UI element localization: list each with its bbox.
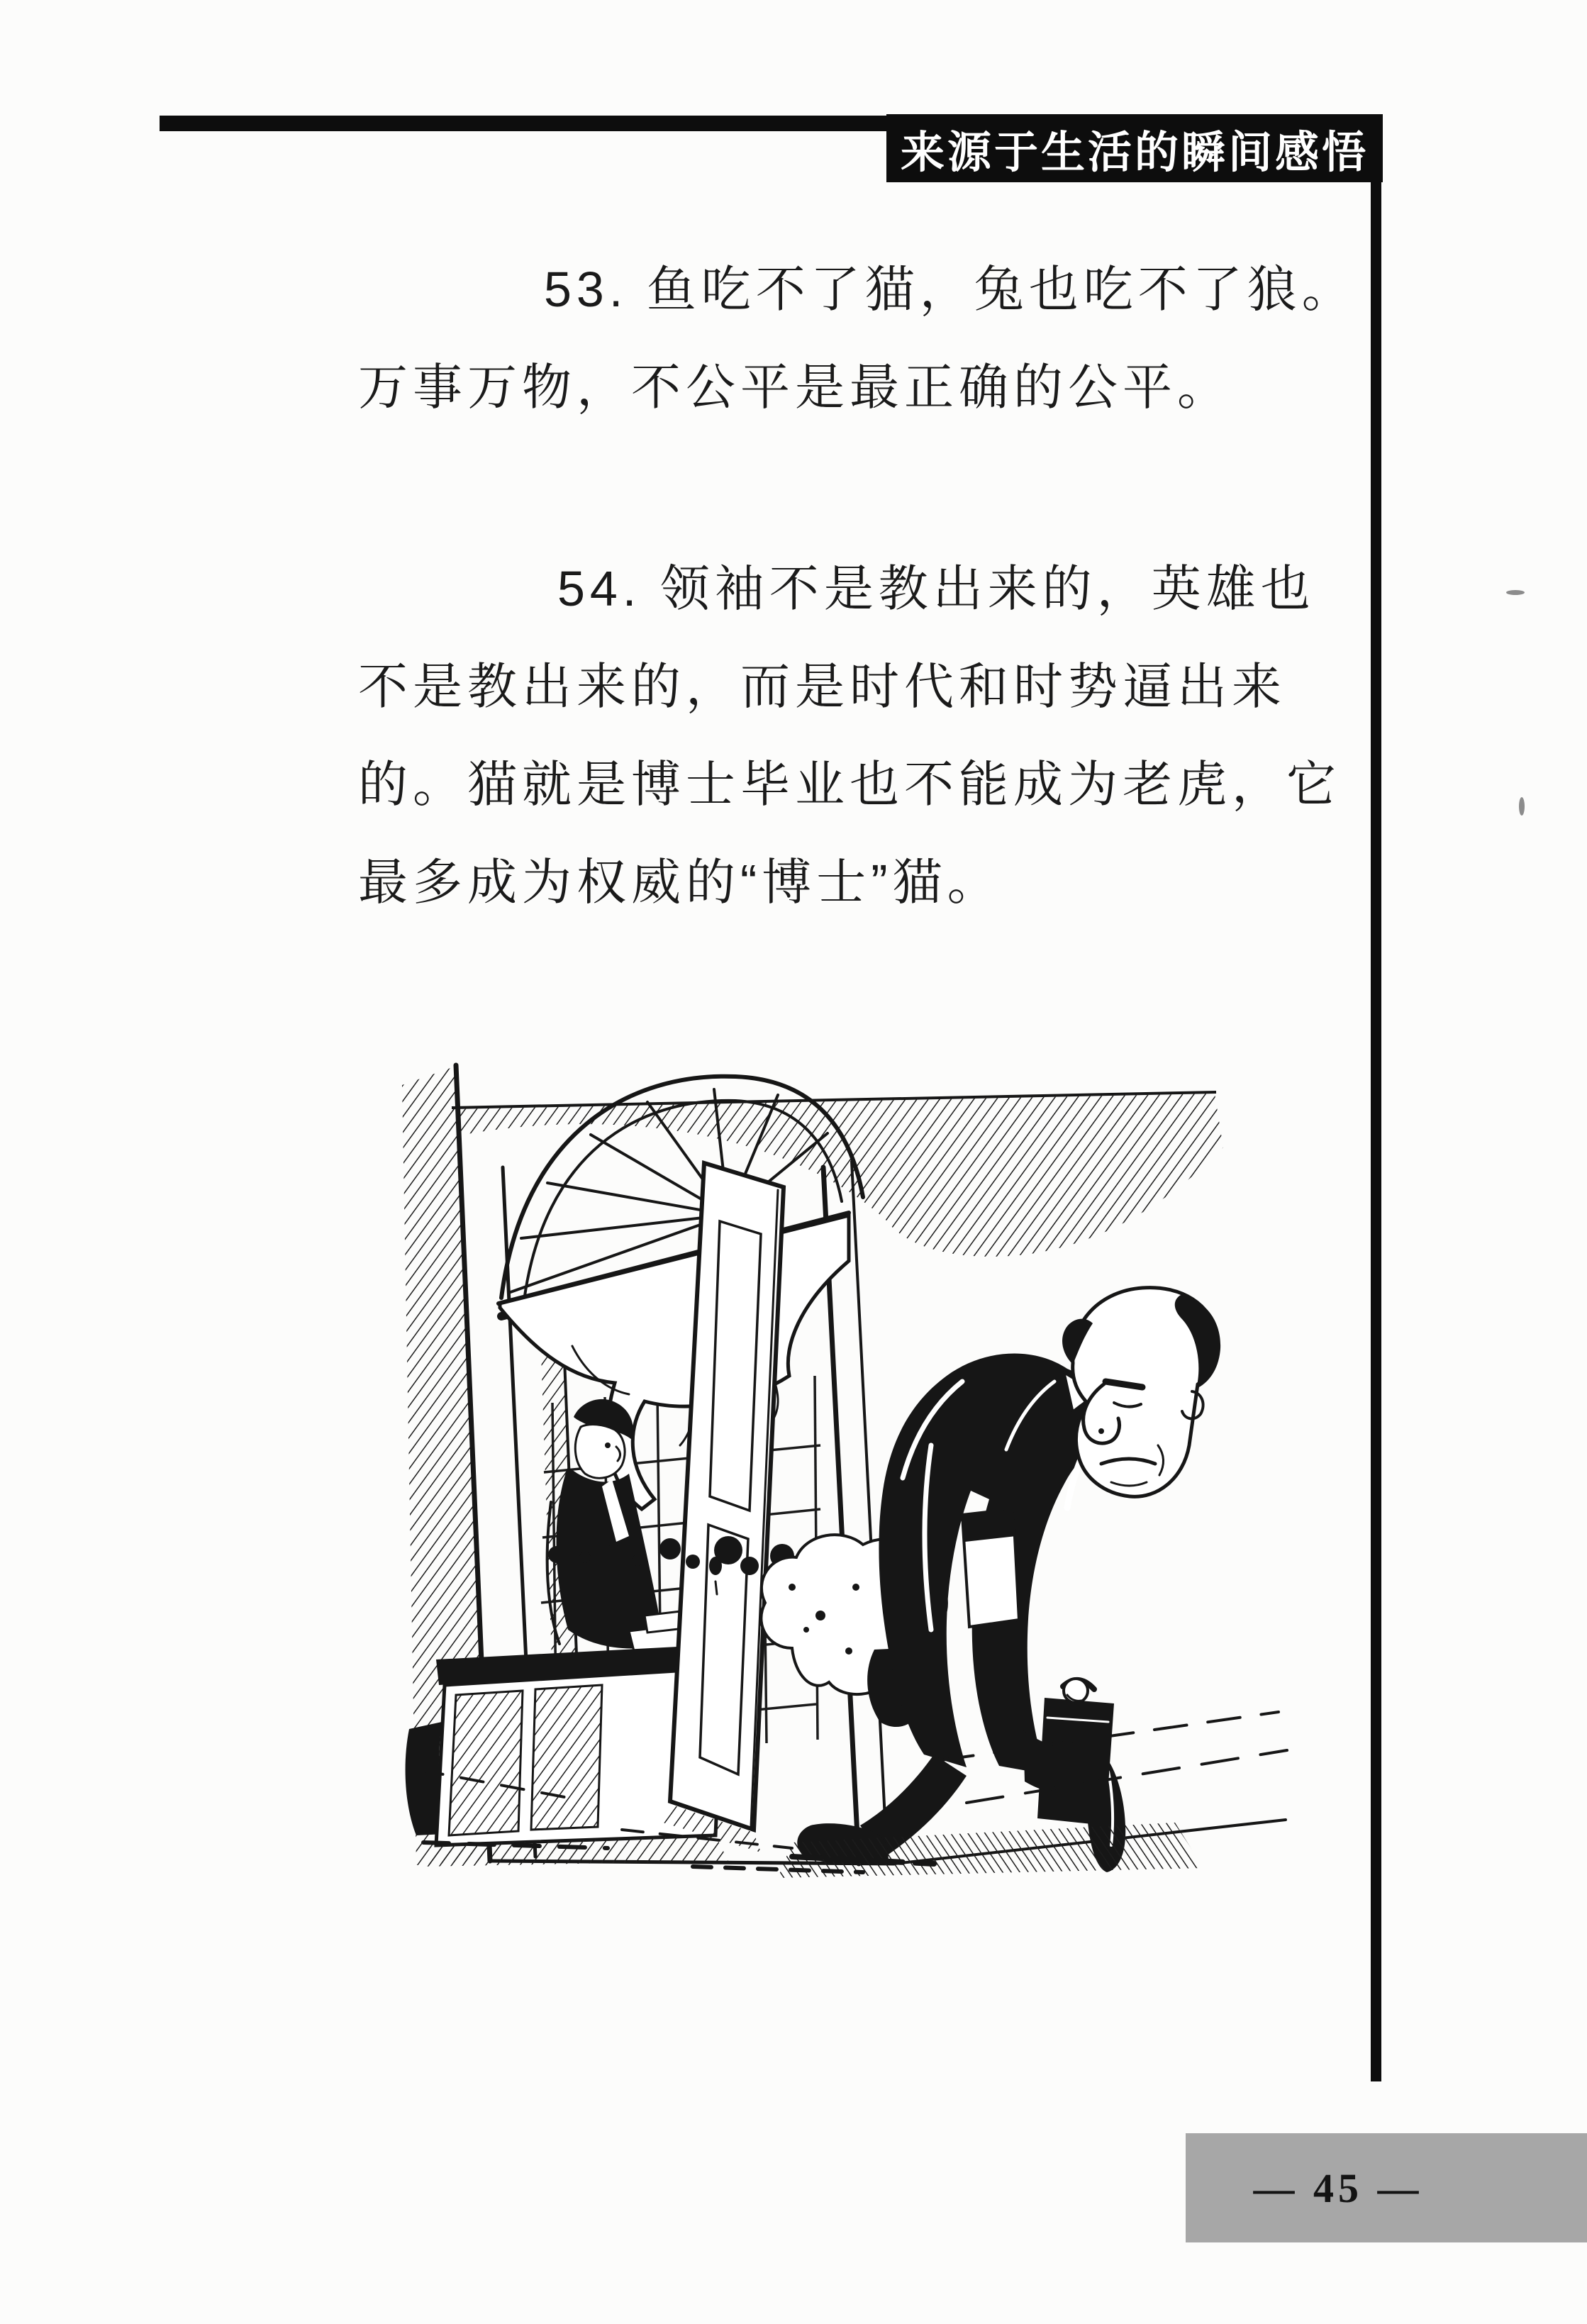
cartoon-illustration — [395, 1048, 1290, 1885]
header-title-box — [886, 114, 1383, 182]
paragraph-54-line-4: 最多成为权威的“博士”猫。 — [358, 855, 1002, 910]
body-text — [358, 240, 1357, 931]
running-head-title: 来源于生活的瞬间感悟 — [900, 128, 1369, 177]
paragraph-53-line-1: 53. 鱼吃不了猫，兔也吃不了狼。 — [544, 262, 1357, 317]
paragraph-54-line-2: 不是教出来的，而是时代和时势逼出来 — [358, 659, 1286, 714]
scan-speck — [1519, 797, 1525, 816]
right-margin-rule — [1371, 182, 1381, 2081]
page-number: — 45 — — [1253, 2164, 1423, 2211]
header-accent-bar — [160, 116, 893, 131]
paragraph-53-line-2: 万事万物，不公平是最正确的公平。 — [358, 360, 1232, 415]
scan-speck — [1506, 590, 1525, 595]
paragraph-54-line-1: 54. 领袖不是教出来的，英雄也 — [557, 561, 1315, 616]
paragraph-54-line-3: 的。猫就是博士毕业也不能成为老虎，它 — [358, 757, 1341, 812]
